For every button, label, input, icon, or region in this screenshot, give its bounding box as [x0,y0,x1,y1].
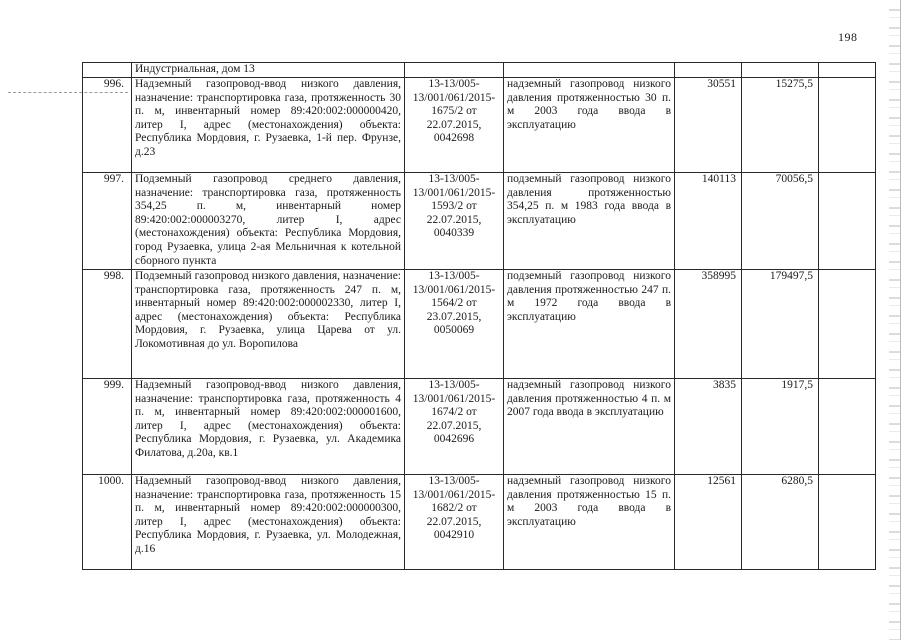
table-row [83,173,876,270]
scan-edge-line [900,0,901,640]
row-number: 998. [103,270,124,282]
table-row [83,475,876,570]
cell-num [83,173,132,270]
value2: 70056,5 [775,173,813,185]
value1: 358995 [701,270,736,282]
cell-registration [405,63,504,78]
cell-num [83,475,132,570]
cell-name [504,63,675,78]
value2: 6280,5 [781,475,813,487]
cell-value2 [742,78,819,173]
cell-value1 [675,270,742,379]
table-row [83,270,876,379]
value2: 1917,5 [781,379,813,391]
cell-description: Надземный газопровод-ввод низкого давления, назначение: транспортировка газа, протяженность 4 п. м, инвентарный номер 89:420:002:000001600, литер I, адрес (местонахождения) объекта: Республика Мордовия, г. Рузаевка, ул. Академика Филатова, д.20а, кв.1 [132,379,405,475]
cell-num [83,78,132,173]
row-number: 1000. [98,475,124,487]
row-number: 996. [103,78,124,90]
cell-value2 [742,63,819,78]
cell-value2 [742,270,819,379]
cell-blank [819,379,876,475]
cell-name: надземный газопровод низкого давления протяженностью 15 п. м 2003 года ввода в эксплуатацию [504,475,675,570]
cell-num [83,270,132,379]
cell-blank [819,173,876,270]
cell-value1 [675,78,742,173]
cell-value2 [742,379,819,475]
cell-registration: 13-13/005-13/001/061/2015-1674/2 от 22.07.2015, 0042696 [405,379,504,475]
cell-num [83,63,132,78]
cell-description: Индустриальная, дом 13 [132,63,405,78]
cell-description: Подземный газопровод низкого давления, назначение: транспортировка газа, протяженность 247 п. м, инвентарный номер 89:420:002:000002330, литер I, адрес (местонахождения) объекта: Республика Мордовия, г. Рузаевка, улица Царева от ул. Локомотивная до ул. Воропилова [132,270,405,379]
cell-blank [819,270,876,379]
cell-registration: 13-13/005-13/001/061/2015-1593/2 от 22.07.2015, 0040339 [405,173,504,270]
cell-description: Надземный газопровод-ввод низкого давления, назначение: транспортировка газа, протяженность 30 п. м, инвентарный номер 89:420:002:000000420, литер I, адрес (местонахождения) объекта: Республика Мордовия, г. Рузаевка, 1-й пер. Фрунзе, д.23 [132,78,405,173]
cell-num [83,379,132,475]
page-number: 198 [838,30,858,44]
value1: 3835 [713,379,736,391]
table-row [83,78,876,173]
table-row-continuation [83,63,876,78]
cell-value2 [742,173,819,270]
row-number: 999. [103,379,124,391]
cell-value1 [675,63,742,78]
cell-name: надземный газопровод низкого давления протяженностью 30 п. м 2003 года ввода в эксплуатацию [504,78,675,173]
cell-name: подземный газопровод низкого давления протяженностью 354,25 п. м 1983 года ввода в эксплуатацию [504,173,675,270]
cell-value1 [675,379,742,475]
value1: 30551 [707,78,736,90]
property-registry-table [82,62,876,570]
cell-blank [819,78,876,173]
cell-blank [819,63,876,78]
value2: 179497,5 [769,270,813,282]
cell-value1 [675,475,742,570]
cell-registration: 13-13/005-13/001/061/2015-1564/2 от 23.07.2015, 0050069 [405,270,504,379]
cell-blank [819,475,876,570]
cell-description: Подземный газопровод среднего давления, назначение: транспортировка газа, протяженность 354,25 п. м, инвентарный номер 89:420:002:000003270, литер I, адрес (местонахождения) объекта: Республика Мордовия, город Рузаевка, улица 2-ая Мельничная к котельной сборного пункта [132,173,405,270]
value1: 12561 [707,475,736,487]
cell-description: Надземный газопровод-ввод низкого давления, назначение: транспортировка газа, протяженность 15 п. м, инвентарный номер 89:420:002:000000300, литер I, адрес (местонахождения) объекта: Республика Мордовия, г. Рузаевка, ул. Молодежная, д.16 [132,475,405,570]
cell-name: надземный газопровод низкого давления протяженностью 4 п. м 2007 года ввода в эксплуатацию [504,379,675,475]
value2: 15275,5 [775,78,813,90]
cell-value1 [675,173,742,270]
cell-registration: 13-13/005-13/001/061/2015-1682/2 от 22.07.2015, 0042910 [405,475,504,570]
cell-registration: 13-13/005-13/001/061/2015-1675/2 от 22.07.2015, 0042698 [405,78,504,173]
row-number: 997. [103,173,124,185]
table-row [83,379,876,475]
value1: 140113 [701,173,736,185]
cell-name: подземный газопровод низкого давления протяженностью 247 п. м 1972 года ввода в эксплуатацию [504,270,675,379]
cell-value2 [742,475,819,570]
